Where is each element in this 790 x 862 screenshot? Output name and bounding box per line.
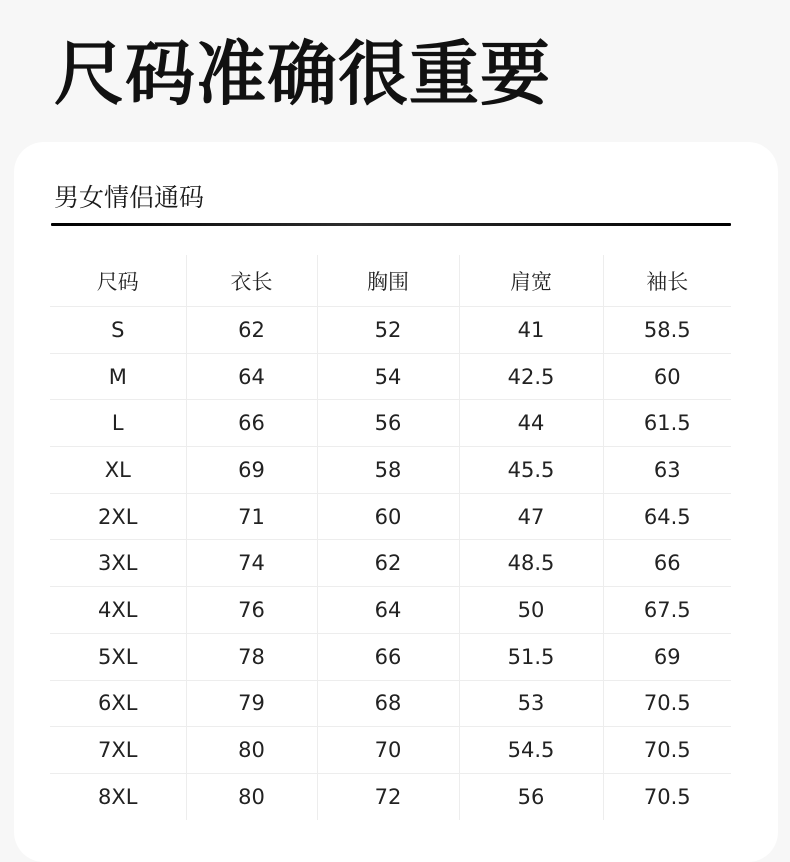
- cell-size: 7XL: [50, 727, 186, 774]
- table-row: [50, 773, 731, 819]
- cell-length: 76: [186, 587, 317, 634]
- cell-shoulder: 41: [459, 307, 603, 354]
- cell-sleeve: 67.5: [603, 587, 731, 634]
- cell-size: M: [50, 353, 186, 400]
- cell-length: 74: [186, 540, 317, 587]
- cell-shoulder: 45.5: [459, 447, 603, 494]
- cell-sleeve: 70.5: [603, 727, 731, 774]
- cell-chest: 58: [317, 447, 459, 494]
- table-row: [50, 633, 731, 680]
- subtitle-divider: [51, 223, 731, 226]
- table-row: [50, 727, 731, 774]
- header-sleeve: 袖长: [603, 255, 731, 307]
- cell-length: 62: [186, 307, 317, 354]
- cell-shoulder: 54.5: [459, 727, 603, 774]
- cell-sleeve: 69: [603, 633, 731, 680]
- cell-sleeve: 66: [603, 540, 731, 587]
- cell-chest: 54: [317, 353, 459, 400]
- cell-sleeve: 70.5: [603, 680, 731, 727]
- cell-size: S: [50, 307, 186, 354]
- cell-length: 64: [186, 353, 317, 400]
- cell-shoulder: 48.5: [459, 540, 603, 587]
- cell-chest: 52: [317, 307, 459, 354]
- table-row: [50, 540, 731, 587]
- header-length: 衣长: [186, 255, 317, 307]
- cell-sleeve: 70.5: [643, 784, 691, 809]
- cell-length: 78: [186, 633, 317, 680]
- table-header-row: [50, 255, 731, 307]
- cell-shoulder: 53: [459, 680, 603, 727]
- cell-shoulder: 50: [459, 587, 603, 634]
- table-row: [50, 400, 731, 447]
- cell-chest: 66: [317, 633, 459, 680]
- size-chart-card: [14, 142, 778, 862]
- cell-sleeve: 64.5: [603, 493, 731, 540]
- cell-length: 69: [186, 447, 317, 494]
- cell-length: 71: [186, 493, 317, 540]
- table-row: [50, 587, 731, 634]
- cell-length: 66: [186, 400, 317, 447]
- cell-shoulder: 56: [459, 773, 603, 819]
- cell-size: L: [50, 400, 186, 447]
- cell-chest: 68: [317, 680, 459, 727]
- cell-chest: 64: [317, 587, 459, 634]
- size-table: [50, 255, 731, 820]
- page-title: 尺码准确很重要: [54, 33, 551, 115]
- table-row: [50, 493, 731, 540]
- cell-size: XL: [50, 447, 186, 494]
- cell-size: 6XL: [50, 680, 186, 727]
- table-row: [50, 353, 731, 400]
- cell-size: 5XL: [50, 633, 186, 680]
- table-row: [50, 307, 731, 354]
- header-chest: 胸围: [317, 255, 459, 307]
- cell-chest: 60: [317, 493, 459, 540]
- cell-sleeve: 61.5: [603, 400, 731, 447]
- cell-size: 2XL: [50, 493, 186, 540]
- cell-sleeve: 58.5: [603, 307, 731, 354]
- cell-sleeve: 60: [603, 353, 731, 400]
- cell-shoulder: 44: [459, 400, 603, 447]
- cell-length: 80: [186, 727, 317, 774]
- header-shoulder: 肩宽: [459, 255, 603, 307]
- table-row: [50, 680, 731, 727]
- cell-size: 8XL: [50, 773, 186, 819]
- cell-chest: 62: [317, 540, 459, 587]
- size-chart-subtitle: 男女情侣通码: [54, 183, 205, 212]
- cell-shoulder: 42.5: [459, 353, 603, 400]
- cell-length: 80: [186, 773, 317, 819]
- cell-size: 4XL: [50, 587, 186, 634]
- cell-chest: 72: [317, 773, 459, 819]
- cell-size: 3XL: [50, 540, 186, 587]
- cell-shoulder: 47: [459, 493, 603, 540]
- cell-length: 79: [186, 680, 317, 727]
- cell-chest: 56: [317, 400, 459, 447]
- header-size: 尺码: [50, 255, 186, 307]
- table-row: [50, 447, 731, 494]
- cell-chest: 70: [317, 727, 459, 774]
- cell-sleeve: 63: [603, 447, 731, 494]
- cell-shoulder: 51.5: [459, 633, 603, 680]
